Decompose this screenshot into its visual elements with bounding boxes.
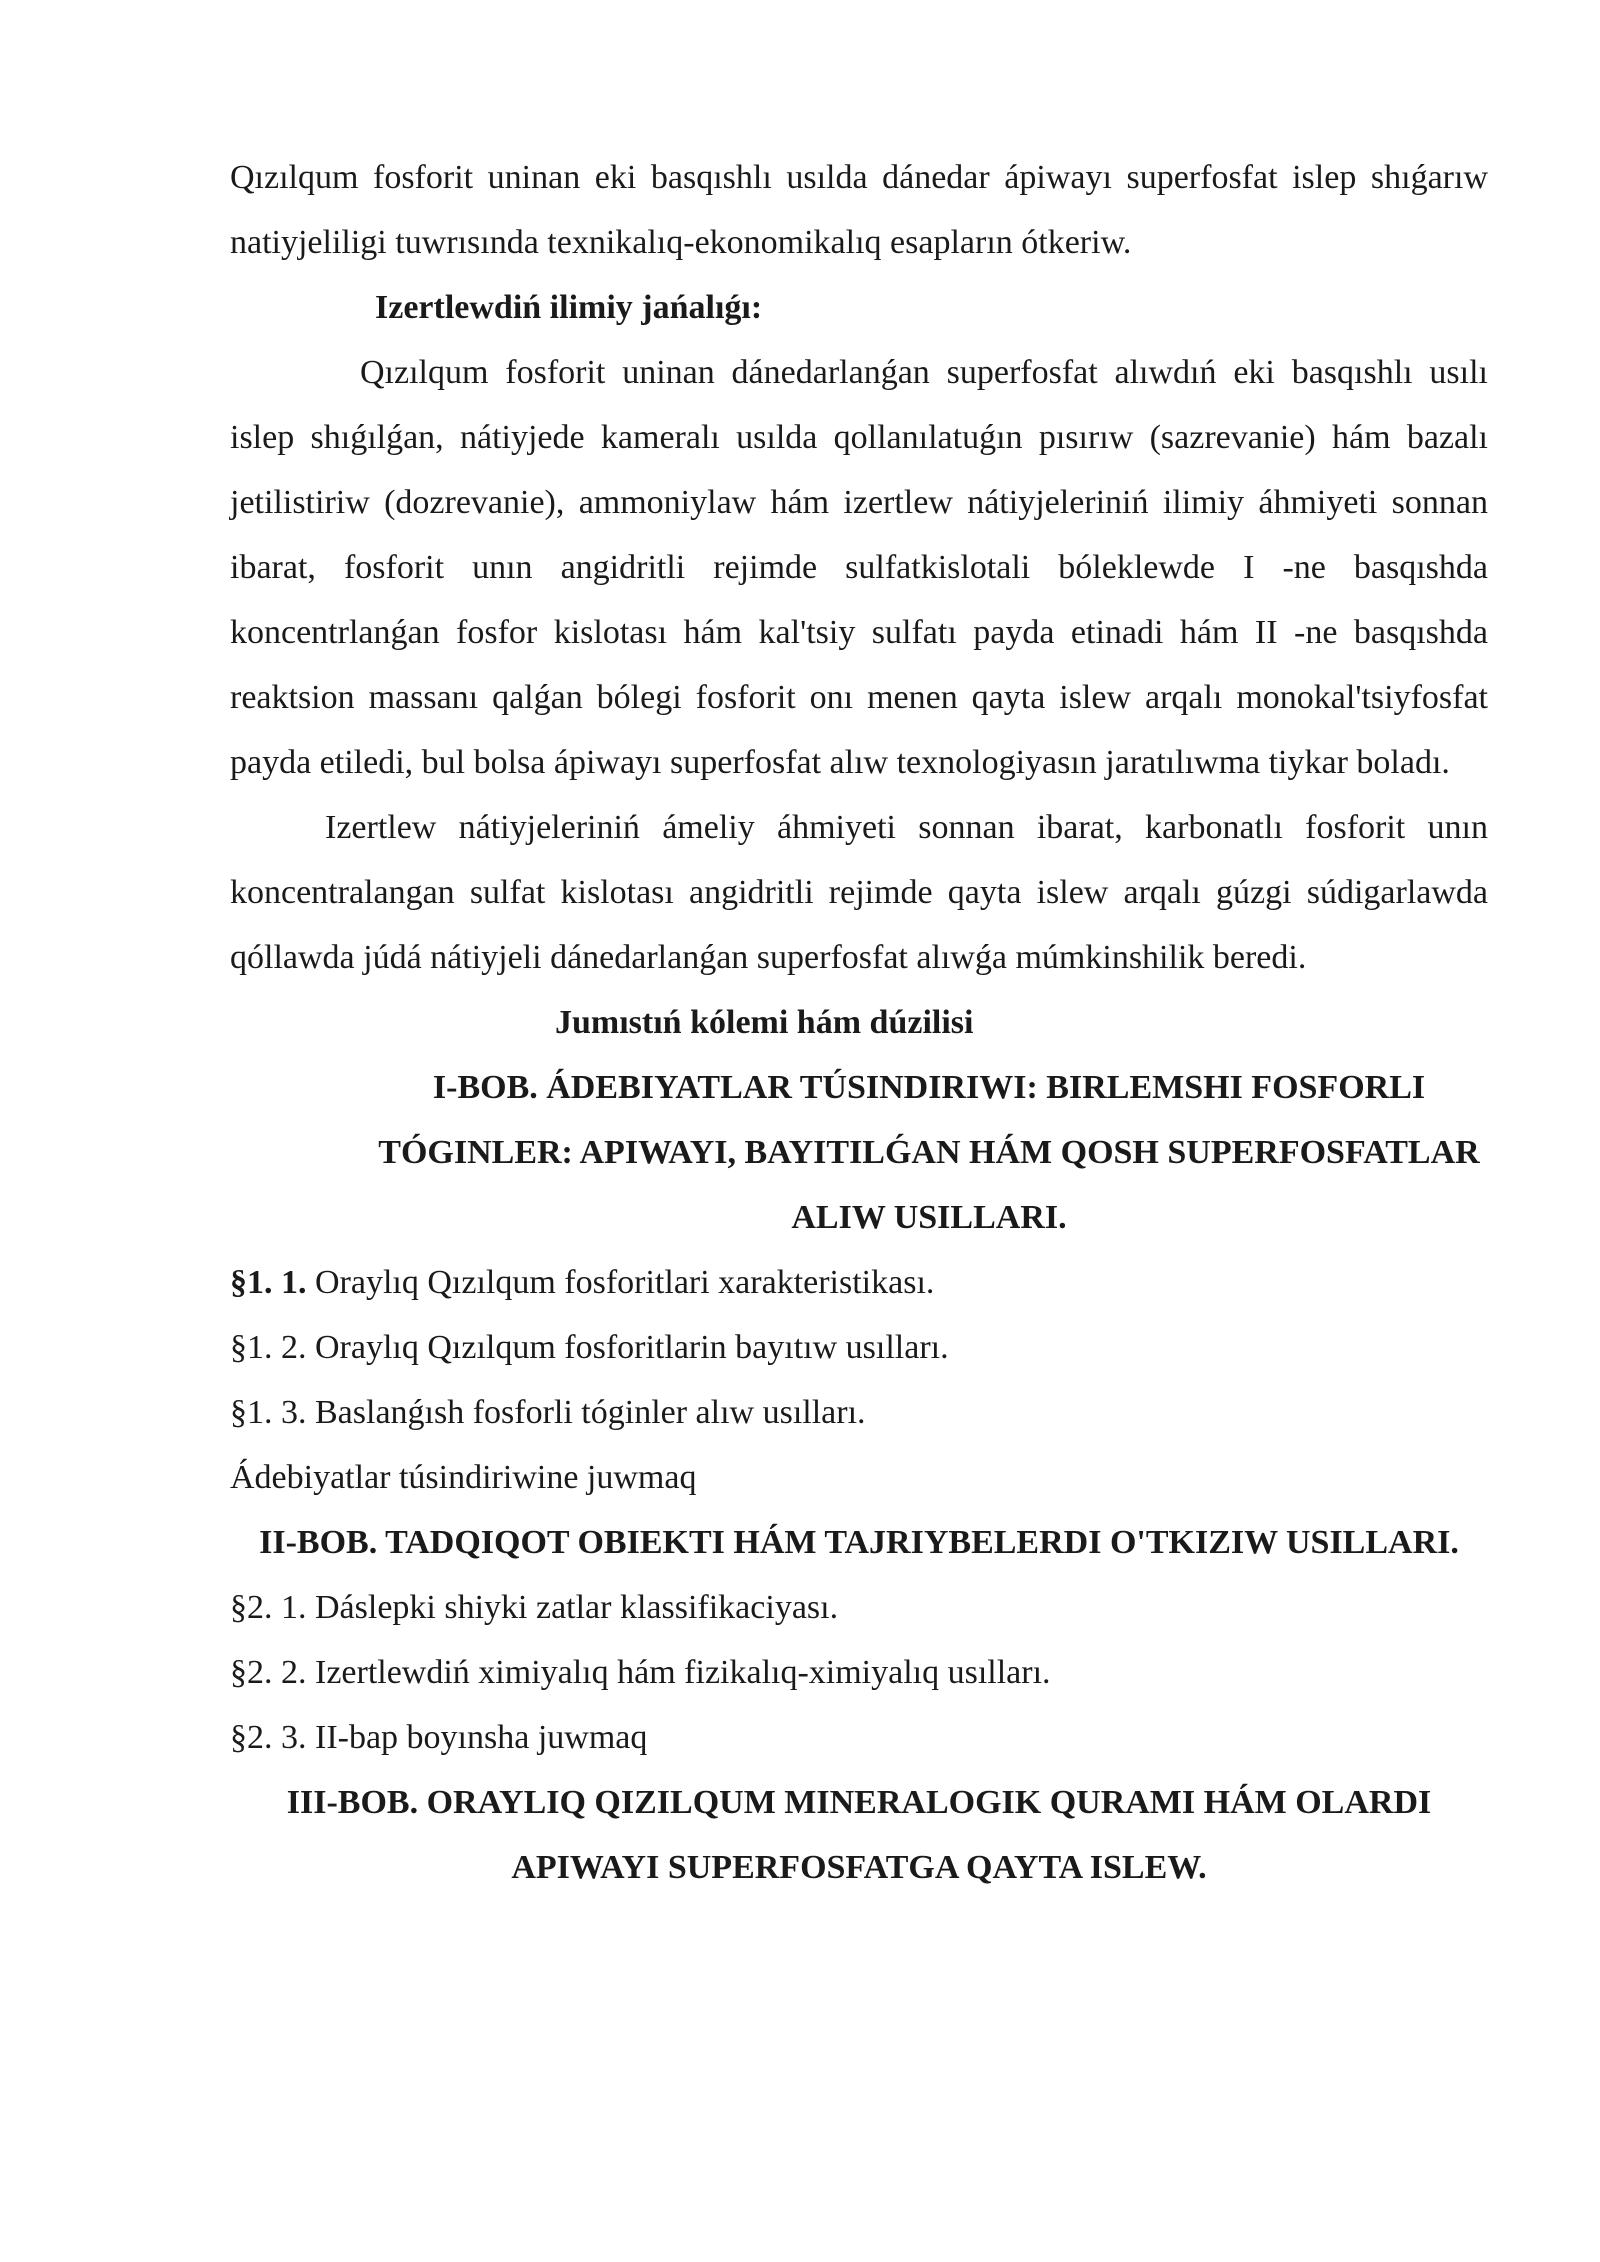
novelty-paragraph: Qızılqum fosforit uninan dánedarlanǵan superfosfat alıwdıń eki basqıshlı usılı islep shıǵılǵan, nátiyjede kameralı usılda qollanılatuǵın pısırıw (sazrevanie) hám bazalı jetilistiriw (dozrevanie), ammoniylaw hám izertlew nátiyjeleriniń ilimiy áhmiyeti sonnan ibarat, fosforit unın angidritli rejimde sulfatkislotali bóleklewde I -ne basqıshda koncentrlanǵan fosfor kislotası hám kal'tsiy sulfatı payda etinadi hám II -ne basqıshda reaktsion massanı qalǵan bólegi fosforit onı menen qayta islew arqalı monokal'tsiyfosfat payda etiledi, bul bolsa ápiwayı superfosfat alıw texnologiyasın jaratılıwma tiykar boladı. <box>230 354 1488 781</box>
chapter3-title: III-BOB. ORAYLIQ QIZILQUM MINERALOGIK QURAMI HÁM OLARDI APIWAYI SUPERFOSFATGA QAYTA ISLEW. <box>286 1784 1432 1886</box>
section-number: §1. 1. <box>230 1264 307 1301</box>
volume-heading: Jumıstıń kólemi hám dúzilisi <box>555 1004 974 1041</box>
chapter1-summary: Ádebiyatlar túsindiriwine juwmaq <box>230 1459 697 1496</box>
chapter2-item: §2. 3. II-bap boyınsha juwmaq <box>230 1719 648 1756</box>
novelty-heading: Izertlewdiń ilimiy jańalıǵı: <box>375 289 763 326</box>
chapter1-item: §1. 3. Baslanǵısh fosforli tóginler alıw usılları. <box>230 1394 866 1431</box>
practical-paragraph: Izertlew nátiyjeleriniń ámeliy áhmiyeti sonnan ibarat, karbonatlı fosforit unın koncentralangan sulfat kislotası angidritli rejimde qayta islew arqalı gúzgi súdigarlawda qóllawda júdá nátiyjeli dánedarlanǵan superfosfat alıwǵa múmkinshilik beredi. <box>230 809 1488 976</box>
document-body <box>230 145 1488 1900</box>
section-text: Oraylıq Qızılqum fosforitlari xarakteristikası. <box>306 1264 935 1301</box>
chapter1-item <box>230 1250 1488 1315</box>
chapter2-item: §2. 1. Dáslepki shiyki zatlar klassifikaciyası. <box>230 1589 839 1626</box>
chapter1-item: §1. 2. Oraylıq Qızılqum fosforitlarin bayıtıw usılları. <box>230 1329 949 1366</box>
chapter1-title: I-BOB. ÁDEBIYATLAR TÚSINDIRIWI: BIRLEMSHI FOSFORLI TÓGINLER: APIWAYI, BAYITILǴAN HÁM QOSH SUPERFOSFATLAR ALIW USILLARI. <box>378 1069 1480 1236</box>
intro-paragraph: Qızılqum fosforit uninan eki basqıshlı usılda dánedar ápiwayı superfosfat islep shıǵarıw natiyjeliligi tuwrısında texnikalıq-ekonomikalıq esapların ótkeriw. <box>230 159 1488 261</box>
chapter2-title: II-BOB. TADQIQOT OBIEKTI HÁM TAJRIYBELERDI O'TKIZIW USILLARI. <box>259 1524 1459 1561</box>
chapter2-item: §2. 2. Izertlewdiń ximiyalıq hám fizikalıq-ximiyalıq usılları. <box>230 1654 1051 1691</box>
